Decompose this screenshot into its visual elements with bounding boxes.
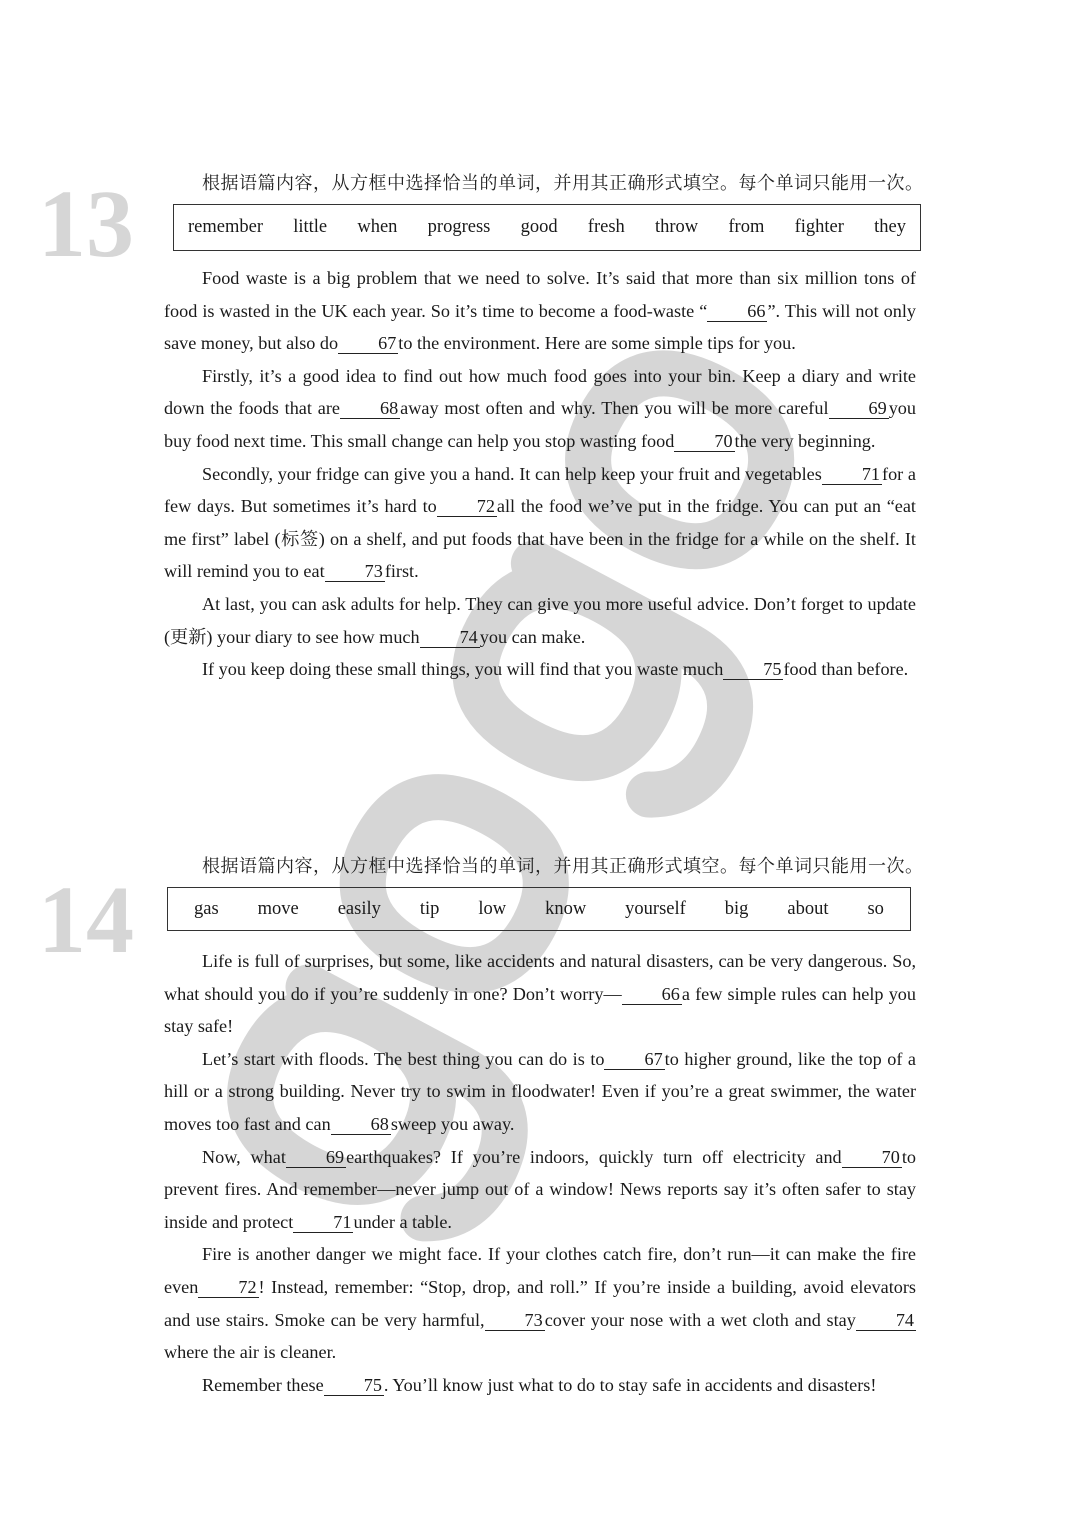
answer-blank[interactable]: 66 (707, 301, 767, 322)
word-bank-item: when (357, 217, 398, 237)
word-bank-item: so (867, 898, 884, 919)
passage (164, 262, 916, 686)
answer-blank[interactable]: 71 (822, 464, 882, 485)
passage-paragraph (164, 588, 916, 653)
passage-text: . You’ll know just what to do to stay safe in accidents and disasters! (383, 1374, 877, 1395)
passage-paragraph (164, 1369, 916, 1402)
exercise-number: 14 (38, 866, 134, 973)
passage-text: first. (384, 561, 419, 582)
passage-text: Firstly, it’s a good idea to find out how much food goes into your bin. Keep a diary and write down the foods that are (164, 365, 916, 419)
exercise-number: 13 (38, 170, 134, 277)
answer-blank[interactable]: 67 (604, 1049, 664, 1070)
passage-text: you can make. (479, 626, 586, 647)
word-bank-box (173, 204, 921, 251)
answer-blank[interactable]: 69 (829, 398, 889, 419)
passage-text: to the environment. Here are some simple tips for you. (398, 333, 796, 354)
passage-text: Secondly, your fridge can give you a hand. It can help keep your fruit and vegetables (202, 463, 822, 484)
answer-blank[interactable]: 70 (842, 1147, 902, 1168)
word-bank-item: little (293, 217, 328, 237)
passage-text: away most often and why. Then you will be more careful (400, 398, 829, 419)
passage-text: Now, what (202, 1146, 286, 1167)
word-bank-item: know (545, 898, 587, 919)
passage-text: Life is full of surprises, but some, like accidents and natural disasters, can be very dangerous. So, what should you do if you’re suddenly in one? Don’t worry— (164, 951, 916, 1004)
passage (164, 945, 916, 1401)
word-bank-box (167, 887, 911, 931)
passage-text: food than before. (783, 659, 909, 680)
passage-text: to higher ground, like the top of a hill or a strong building. Never try to swim in floodwater! Even if you’re a great swimmer, the water moves too fast and can (164, 1048, 916, 1134)
passage-text: all the food we’ve put in the fridge. You can put an “eat me first” label (标签) on a shelf, and put foods that have been in the fridge for a while on the shelf. It will remind you to eat (164, 496, 916, 582)
passage-text: Food waste is a big problem that we need to solve. It’s said that more than six million tons of food is wasted in the UK each year. So it’s time to become a food-waste “ (164, 268, 916, 321)
passage-text: you buy food next time. This small change can help you stop wasting food (164, 398, 916, 451)
word-bank-item: fighter (794, 217, 844, 237)
answer-blank[interactable]: 75 (324, 1375, 384, 1396)
answer-blank[interactable]: 68 (331, 1114, 391, 1135)
passage-text: Fire is another danger we might face. If your clothes catch fire, don’t run—it can make the fire even (164, 1244, 916, 1297)
answer-blank[interactable]: 66 (622, 984, 682, 1005)
word-bank-item: low (478, 898, 507, 919)
word-bank-item: easily (337, 898, 381, 919)
passage-paragraph (164, 1141, 916, 1239)
passage-text: If you keep doing these small things, you will find that you waste much (202, 659, 724, 680)
answer-blank[interactable]: 71 (293, 1212, 353, 1233)
answer-blank[interactable]: 72 (198, 1277, 258, 1298)
passage-text: a few simple rules can help you stay safe! (164, 983, 916, 1037)
answer-blank[interactable]: 72 (437, 496, 497, 517)
passage-text: sweep you away. (390, 1113, 515, 1134)
answer-blank[interactable]: 67 (338, 333, 398, 354)
word-bank-item: remember (188, 217, 263, 237)
word-bank-item: progress (427, 217, 491, 237)
passage-text: under a table. (353, 1211, 452, 1232)
passage-text: the very beginning. (734, 430, 876, 451)
word-bank-item: move (257, 898, 299, 919)
word-bank-item: fresh (587, 217, 625, 237)
word-bank-item: tip (419, 898, 440, 919)
passage-text: where the air is cleaner. (164, 1342, 337, 1363)
passage-text: ! Instead, remember: “Stop, drop, and roll.” If you’re inside a building, avoid elevators and use stairs. Smoke can be very harmful, (164, 1276, 916, 1330)
passage-paragraph (164, 653, 916, 686)
passage-text: to prevent fires. And remember—never jump out of a window! News reports say it’s often safer to stay inside and protect (164, 1146, 916, 1232)
passage-text: At last, you can ask adults for help. They can give you more useful advice. Don’t forget to update (更新) your diary to see how much (164, 593, 916, 647)
passage-paragraph (164, 262, 916, 360)
passage-text: for a few days. But sometimes it’s hard to (164, 463, 916, 517)
passage-text: earthquakes? If you’re indoors, quickly turn off electricity and (346, 1146, 842, 1167)
word-bank-item: throw (654, 217, 699, 237)
word-bank-item: about (787, 898, 829, 919)
passage-text: ”. This will not only save money, but also do (164, 300, 916, 354)
word-bank-item: they (874, 217, 906, 237)
passage-paragraph (164, 1238, 916, 1368)
answer-blank[interactable]: 68 (340, 398, 400, 419)
word-bank-item: big (724, 898, 749, 919)
instruction-text: 根据语篇内容，从方框中选择恰当的单词，并用其正确形式填空。每个单词只能用一次。 (202, 856, 924, 877)
passage-paragraph (164, 1043, 916, 1141)
passage-paragraph (164, 458, 916, 588)
answer-blank[interactable]: 73 (485, 1310, 545, 1331)
passage-text: Remember these (202, 1374, 324, 1395)
answer-blank[interactable]: 69 (286, 1147, 346, 1168)
answer-blank[interactable]: 75 (723, 659, 783, 680)
word-bank-item: from (728, 217, 765, 237)
answer-blank[interactable]: 73 (325, 561, 385, 582)
word-bank-item: gas (194, 898, 219, 919)
answer-blank[interactable]: 70 (674, 431, 734, 452)
passage-paragraph (164, 360, 916, 458)
answer-blank[interactable]: 74 (420, 627, 480, 648)
passage-text: cover your nose with a wet cloth and stay (544, 1309, 856, 1330)
word-bank-item: yourself (625, 898, 686, 919)
passage-text: Let’s start with floods. The best thing you can do is to (202, 1048, 605, 1069)
instruction-text: 根据语篇内容，从方框中选择恰当的单词，并用其正确形式填空。每个单词只能用一次。 (202, 173, 924, 194)
word-bank-item: good (520, 217, 558, 237)
answer-blank[interactable]: 74 (856, 1310, 916, 1331)
passage-paragraph (164, 945, 916, 1043)
